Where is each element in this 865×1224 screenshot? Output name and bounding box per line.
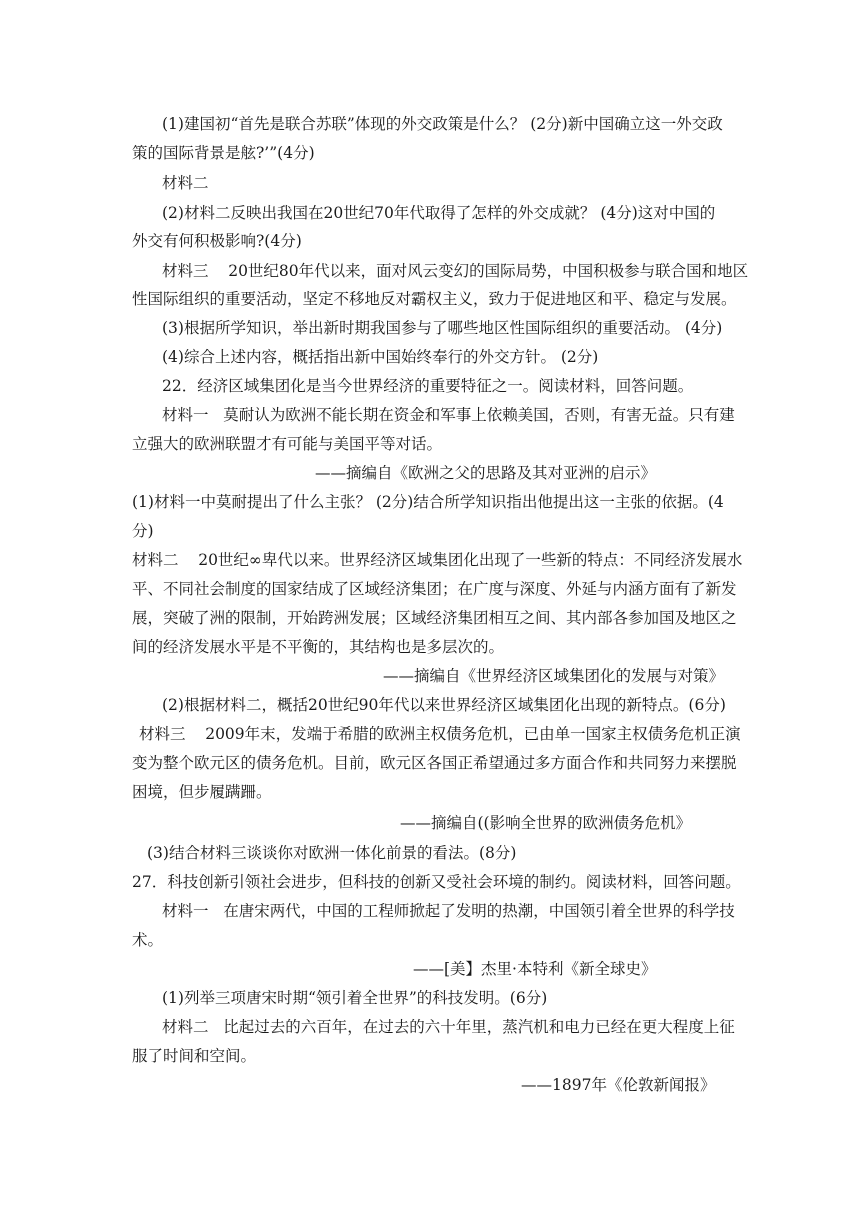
q22-question-1-line-2: 分) — [132, 522, 154, 540]
q27-material-1-line-2: 术。 — [132, 931, 164, 949]
q22-material-2-line-4: 间的经济发展水平是不平衡的，其结构也是多层次的。 — [132, 638, 505, 656]
material-1-line-1: 材料一 莫耐认为欧洲不能长期在资金和军事上依赖美国，否则，有害无益。只有建 — [162, 406, 735, 424]
q27-material-2-line-1: 材料二 比起过去的六百年，在过去的六十年里，蒸汽机和电力已经在更大程度上征 — [162, 1018, 735, 1036]
problem-22-heading: 22．经济区域集团化是当今世界经济的重要特征之一。阅读材料，回答问题。 — [162, 377, 694, 395]
q22-material-3-line-2: 变为整个欧元区的债务危机。目前，欧元区各国正希望通过多方面合作和共同努力来摆脱 — [132, 754, 737, 772]
q22-material-2-line-2: 平、不同社会制度的国家结成了区域经济集团；在广度与深度、外延与内涵方面有了新发 — [132, 580, 737, 598]
question-3: (3)根据所学知识，举出新时期我国参与了哪些地区性国际组织的重要活动。 (4分) — [162, 319, 723, 337]
q22-material-3-line-1: 材料三 2009年末，发端于希腊的欧洲主权债务危机，已由单一国家主权债务危机正演 — [139, 725, 741, 743]
q22-material-3-source: ——摘编自((影响全世界的欧洲债务危机》 — [400, 814, 692, 832]
question-1-line-1: (1)建国初“首先是联合苏联”体现的外交政策是什么？ (2分)新中国确立这一外交政 — [162, 115, 723, 133]
q27-material-1-line-1: 材料一 在唐宋两代，中国的工程师掀起了发明的热潮，中国领引着全世界的科学技 — [162, 902, 735, 920]
question-2-line-1: (2)材料二反映出我国在20世纪70年代取得了怎样的外交成就？ (4分)这对中国的 — [162, 204, 716, 222]
q22-question-3: (3)结合材料三谈谈你对欧洲一体化前景的看法。(8分) — [147, 844, 517, 862]
question-4: (4)综合上述内容，概括指出新中国始终奉行的外交方针。 (2分) — [162, 348, 599, 366]
q22-material-2-line-3: 展，突破了洲的限制，开始跨洲发展；区域经济集团相互之间、其内部各参加国及地区之 — [132, 609, 737, 627]
material-heading: 材料二 — [162, 174, 209, 192]
q27-material-1-source: ——[美】杰里·本特利《新全球史》 — [413, 960, 657, 978]
question-2-line-2: 外交有何积极影响?(4分) — [132, 232, 302, 250]
material-3-line-1: 材料三 20世纪80年代以来，面对风云变幻的国际局势，中国积极参与联合国和地区 — [162, 262, 749, 280]
material-3-line-2: 性国际组织的重要活动，坚定不移地反对霸权主义，致力于促进地区和平、稳定与发展。 — [132, 290, 737, 308]
q27-question-1: (1)列举三项唐宋时期“领引着全世界”的科技发明。(6分) — [162, 989, 548, 1007]
question-1-line-2: 策的国际背景是舷?’”(4分) — [132, 144, 315, 162]
q22-material-3-line-3: 困境，但步履蹒跚。 — [132, 783, 272, 801]
q27-material-2-source: ——1897年《伦敦新闻报》 — [521, 1076, 716, 1094]
material-1-line-2: 立强大的欧洲联盟才有可能与美国平等对话。 — [132, 435, 443, 453]
q22-material-2-source: ——摘编自《世界经济区域集团化的发展与对策》 — [383, 667, 725, 685]
q22-question-2: (2)根据材料二，概括20世纪90年代以来世界经济区域集团化出现的新特点。(6分) — [162, 696, 726, 714]
q27-material-2-line-2: 服了时间和空间。 — [132, 1047, 257, 1065]
problem-27-heading: 27．科技创新引领社会进步，但科技的创新又受社会环境的制约。阅读材料，回答问题。 — [132, 873, 741, 891]
q22-question-1-line-1: (1)材料一中莫耐提出了什么主张？ (2分)结合所学知识指出他提出这一主张的依据。(4 — [132, 493, 724, 511]
material-1-source: ——摘编自《欧洲之父的思路及其对亚洲的启示》 — [315, 464, 657, 482]
q22-material-2-line-1: 材料二 20世纪∞卑代以来。世界经济区域集团化出现了一些新的特点：不同经济发展水 — [132, 551, 743, 569]
